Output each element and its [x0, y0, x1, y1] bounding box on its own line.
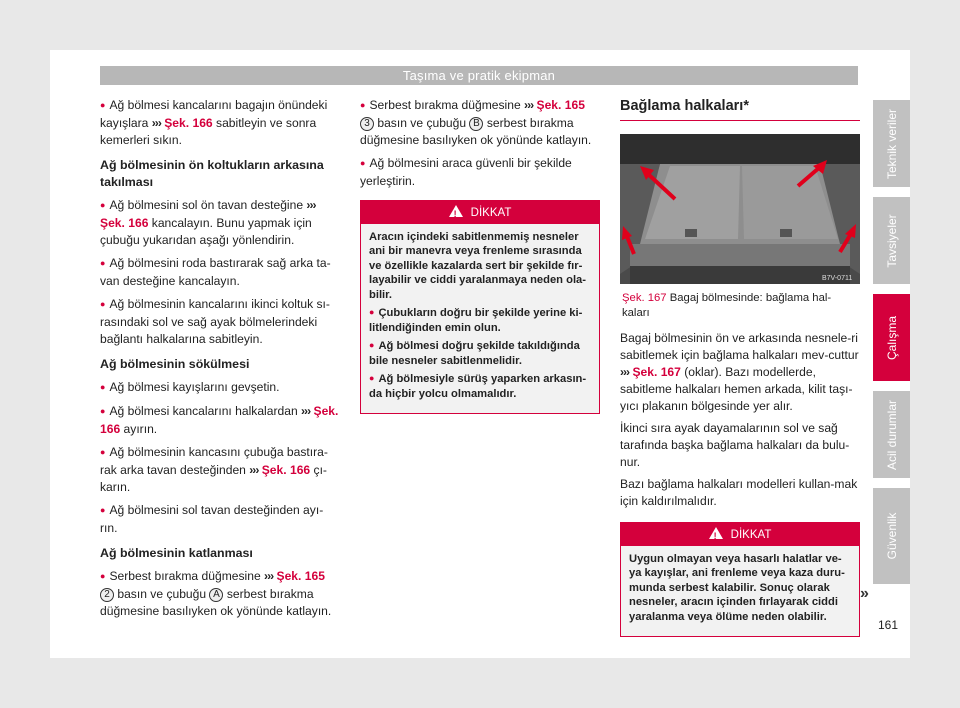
warning-text: Aracın içindeki sabitlenmemiş nesneler ani bir manevra veya frenleme sırasında ve özellikle kazalarda sert bir şekilde fır-layabilir ve ciddi yaralanmaya neden ola-bilir. [369, 230, 587, 301]
warning-text: Uygun olmayan veya hasarlı halatlar ve-ya kayışlar, ani frenleme veya kaza duru-munda serbest kalabilir. Sonuç olarak nesneler, aracın içinden fırlayarak ciddi yaralanma veya ölüme neden olabilir. [629, 552, 845, 623]
ref-arrow-icon: ››› [151, 116, 161, 130]
warning-item: ● Ağ bölmesi doğru şekilde takıldığında bile nesneler sabitlenmelidir. [369, 340, 580, 367]
section-heading: Ağ bölmesinin katlanması [100, 546, 253, 560]
callout-letter: A [209, 588, 223, 602]
list-item: ● Ağ bölmesinin kancasını çubuğa bastıra-rak arka tavan desteğinden ››› Şek. 166 çı-karın. [100, 445, 328, 494]
bullet-icon: ● [100, 406, 106, 416]
warning-box [360, 200, 600, 414]
figure-reference[interactable]: Şek. 165 [536, 98, 585, 112]
figure-reference[interactable]: Şek. 166 [100, 216, 149, 230]
warning-body [361, 224, 599, 414]
list-item: ● Ağ bölmesi kancalarını halkalardan ››› Şek. 166 ayırın. [100, 404, 339, 436]
warning-item: ● Ağ bölmesiyle sürüş yaparken arkasın-da hiçbir yolcu olmamalıdır. [369, 373, 587, 400]
ref-arrow-icon: ››› [249, 463, 259, 477]
figure-reference[interactable]: Şek. 167 [632, 365, 681, 379]
section-header [620, 98, 860, 121]
bullet-icon: ● [100, 447, 106, 457]
list-item: ● Ağ bölmesini sol ön tavan desteğine ››› Şek. 166 kancalayın. Bunu yapmak için çubuğu yukarıdan aşağı yönlendirin. [100, 198, 316, 247]
ref-arrow-icon: ››› [301, 404, 311, 418]
bullet-icon: ● [360, 158, 366, 168]
list-item: ● Serbest bırakma düğmesine ››› Şek. 165 3 basın ve çubuğu B serbest bırakma düğmesine basılıyken ok yönünde katlayın. [360, 98, 592, 147]
column-3 [620, 330, 860, 637]
paragraph: İkinci sıra ayak dayamalarının sol ve sağ tarafında başka bağlama halkaları da bulu-nur. [620, 421, 850, 469]
tab-acil-durumlar[interactable]: Acil durumlar [873, 391, 910, 478]
figure-reference[interactable]: Şek. 165 [276, 569, 325, 583]
list-item: ● Ağ bölmesinin kancalarını ikinci koltuk sı-rasındaki sol ve sağ ayak bölmelerindeki bağlantı halkalarına sabitleyin. [100, 297, 330, 346]
bullet-icon: ● [369, 307, 375, 317]
paragraph: Bazı bağlama halkaları modelleri kullan-mak için kaldırılmalıdır. [620, 477, 858, 508]
paragraph: ● Ağ bölmesi kancalarını bagajın önündeki kayışlara ››› Şek. 166 sabitleyin ve sonra kemerleri sıkın. [100, 98, 328, 147]
bullet-icon: ● [100, 382, 106, 392]
list-item: ● Ağ bölmesini araca güvenli bir şekilde yerleştirin. [360, 156, 572, 188]
bullet-icon: ● [100, 299, 106, 309]
bullet-icon: ● [360, 100, 366, 110]
title-divider [620, 120, 860, 121]
ref-arrow-icon: ››› [620, 365, 630, 379]
warning-icon [709, 527, 723, 539]
paragraph: Bagaj bölmesinin ön ve arkasında nesnele-ri sabitlemek için bağlama halkaları mev-cuttur ››› Şek. 167 (oklar). Bazı modellerde, sabitleme halkaları hemen arkada, kilit taşı-yıcı plakanın bölgesinde yer alır. [620, 331, 859, 413]
callout-number: 3 [360, 117, 374, 131]
warning-item: ● Çubukların doğru bir şekilde yerine ki-litlendiğinden emin olun. [369, 307, 583, 334]
tab-guvenlik[interactable]: Güvenlik [873, 488, 910, 584]
bullet-icon: ● [100, 505, 106, 515]
bullet-icon: ● [369, 340, 375, 350]
bullet-icon: ● [369, 373, 375, 383]
section-heading: Ağ bölmesinin ön koltukların arkasına takılması [100, 158, 324, 189]
cargo-area-photo [620, 134, 860, 284]
column-1 [100, 97, 340, 626]
warning-header: !DİKKAT [361, 201, 599, 224]
bullet-icon: ● [100, 200, 106, 210]
photo-code: B7V-0711 [822, 275, 853, 282]
list-item: ● Ağ bölmesini roda bastırarak sağ arka ta-van desteğine kancalayın. [100, 256, 331, 288]
callout-number: 2 [100, 588, 114, 602]
warning-header: !DİKKAT [621, 523, 859, 546]
bullet-icon: ● [100, 571, 106, 581]
tab-calisma[interactable]: Çalışma [873, 294, 910, 381]
figure-reference[interactable]: Şek. 166 [100, 404, 339, 436]
section-title: Bağlama halkaları* [620, 98, 749, 114]
page-number: 161 [878, 618, 899, 632]
warning-icon [449, 205, 463, 217]
callout-letter: B [469, 117, 483, 131]
cargo-illustration [620, 134, 860, 284]
tab-tavsiyeler[interactable]: Tavsiyeler [873, 197, 910, 284]
bullet-icon: ● [100, 258, 106, 268]
warning-box [620, 522, 860, 637]
page-header: Taşıma ve pratik ekipman [100, 66, 858, 85]
list-item: ● Serbest bırakma düğmesine ››› Şek. 165 2 basın ve çubuğu A serbest bırakma düğmesine basılıyken ok yönünde katlayın. [100, 569, 332, 618]
continue-icon: » [860, 585, 869, 602]
ref-arrow-icon: ››› [524, 98, 534, 112]
warning-body [621, 546, 859, 637]
figure-reference[interactable]: Şek. 166 [164, 116, 213, 130]
figure-label: Şek. 167 [622, 292, 667, 304]
figure-caption: Şek. 167 Bagaj bölmesinde: bağlama hal-kaları [622, 292, 832, 319]
ref-arrow-icon: ››› [306, 198, 316, 212]
figure-reference[interactable]: Şek. 166 [261, 463, 311, 477]
tab-teknik-veriler[interactable]: Teknik veriler [873, 100, 910, 187]
ref-arrow-icon: ››› [264, 569, 274, 583]
section-heading: Ağ bölmesinin sökülmesi [100, 357, 250, 371]
list-item: ● Ağ bölmesini sol tavan desteğinden ayı-rın. [100, 503, 324, 535]
bullet-icon: ● [100, 100, 106, 110]
column-2 [360, 97, 600, 414]
list-item: ● Ağ bölmesi kayışlarını gevşetin. [100, 380, 280, 394]
